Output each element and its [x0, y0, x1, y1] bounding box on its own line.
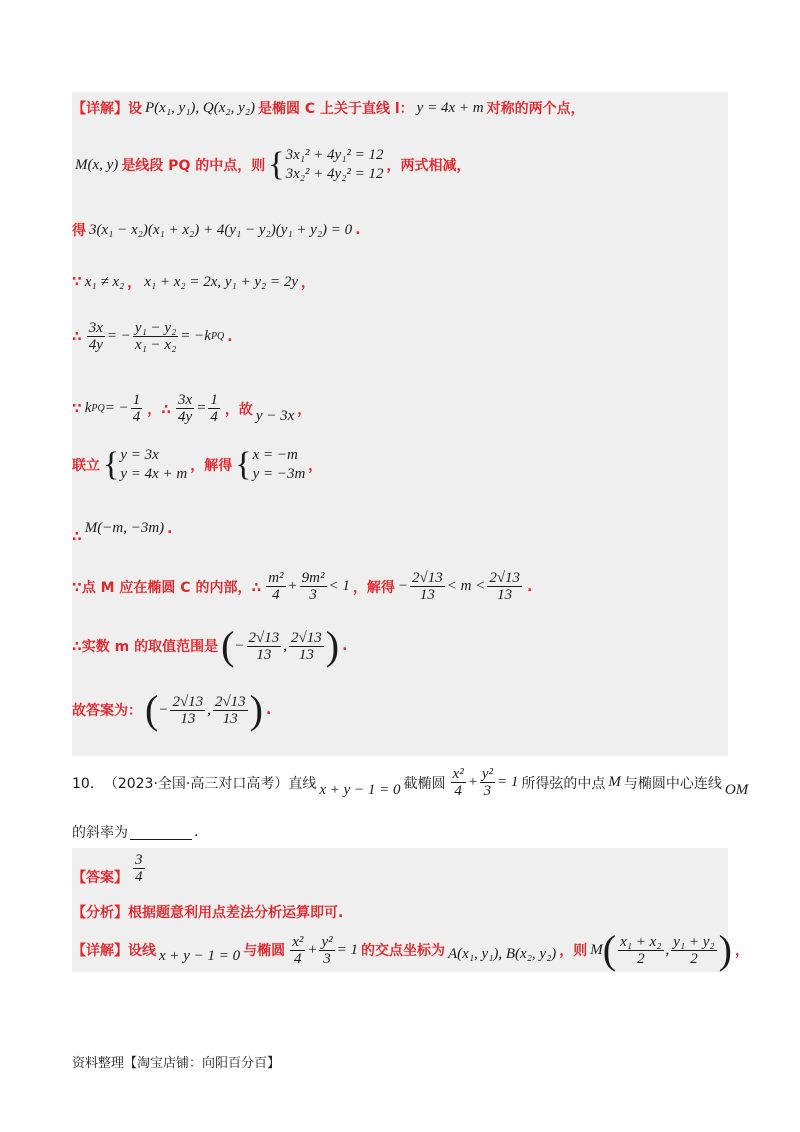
detail-label: 【详解】设: [72, 101, 142, 117]
detail-line-8: ∴ M(−m, −3m) .: [72, 520, 173, 545]
subtraction-equation: 3(x₁ − x₂)(x₁ + x₂) + 4(y₁ − y₂)(y₁ + y₂) = 0: [89, 221, 353, 238]
question-10-line-1: 10． （2023·全国·高三对口高考）直线 x + y − 1 = 0 截椭圆 $\frac{\text{x²}}{4}$ + $\frac{\text{y²}}{3}$ = 1 所得弦的中点 M 与椭圆中心连线 OM: [72, 766, 749, 799]
midpoint-m: M(x, y): [75, 156, 119, 173]
detail2-line: 【详解】设线 x + y − 1 = 0 与椭圆 $\frac{\text{x²}}{4}$ + $\frac{\text{y²}}{3}$ = 1 的交点坐标为 A(x₁, y₁), B(x₂, y₂) ，则 M ( $\frac{\text{x₁ + x₂}}{2}$ , $\frac{\text{y₁ + y₂}}{2}$ ) ，: [72, 927, 749, 972]
detail-line-10: ∴实数 m 的取值范围是 ( − $\frac{2√13}{13}$ , $\frac{2√13}{13}$ ) .: [72, 623, 348, 668]
solution-system: { x = −m y = −3m: [235, 446, 306, 483]
detail-line-4: ∵ x₁ ≠ x₂ ， x₁ + x₂ = 2x, y₁ + y₂ = 2y ，: [72, 273, 316, 291]
answer-value: $\frac{3}{4}$: [135, 852, 143, 885]
analysis-line: 【分析】根据题意利用点差法分析运算即可.: [72, 905, 344, 921]
answer-blank: [130, 825, 192, 840]
footer-text: 资料整理【淘宝店铺：向阳百分百】: [72, 1056, 281, 1071]
detail-line-6: ∵ k PQ = − $\frac{1}{4}$ ，∴ $\frac{3x}{4y}$ = $\frac{1}{4}$ ，故 y − 3x ，: [72, 392, 312, 425]
ellipse-system: { 3x₁² + 4y₁² = 12 3x₂² + 4y₂² = 12: [268, 146, 384, 183]
range-interval: ( − $\frac{2√13}{13}$ , $\frac{2√13}{13}$ ): [221, 623, 340, 668]
final-answer: ( − $\frac{2√13}{13}$ , $\frac{2√13}{13}$ ): [145, 687, 263, 732]
question-10-line-2: 的斜率为 .: [72, 824, 199, 841]
detail-line-1: 【详解】设 P(x₁, y₁), Q(x₂, y₂) 是椭圆 C 上关于直线 l： y = 4x + m 对称的两个点，: [72, 99, 585, 117]
answer-label: 【答案】: [72, 869, 128, 886]
detail-line-7: 联立 { y = 3x y = 4x + m ，解得 { x = −m y = −3m ，: [72, 446, 323, 483]
detail-line-2: M(x, y) 是线段 PQ 的中点，则 { 3x₁² + 4y₁² = 12 3x₂² + 4y₂² = 12 ，两式相减，: [72, 146, 471, 184]
detail-line-11: 故答案为： ( − $\frac{2√13}{13}$ , $\frac{2√13}{13}$ ) .: [72, 687, 272, 732]
detail-line-9: ∵点 M 应在椭圆 C 的内部，∴ $\frac{\text{m²}}{4}$ + $\frac{\text{9m²}}{3}$ < 1 ，解得 − $\frac{2√13}{13}$ < m < $\frac{2√13}{13}$ .: [72, 570, 533, 603]
question-number: 10．: [72, 775, 104, 792]
slope-relation: $\frac{3x}{4y}$ = − $\frac{\text{y₁ − y₂}}{\text{x₁ − x₂}}$ = −k PQ: [88, 320, 225, 353]
answer-line: [72, 852, 150, 885]
joint-system: { y = 3x y = 4x + m: [103, 446, 188, 483]
line-l-equation: y = 4x + m: [416, 99, 484, 116]
detail-line-5: ∴ $\frac{3x}{4y}$ = − $\frac{\text{y₁ − y₂}}{\text{x₁ − x₂}}$ = −k PQ .: [72, 320, 233, 353]
answer-block: [72, 848, 749, 972]
points-pq: P(x₁, y₁), Q(x₂, y₂): [145, 99, 255, 116]
detail-line-3: 得 3(x₁ − x₂)(x₁ + x₂) + 4(y₁ − y₂)(y₁ + y₂) = 0 .: [72, 221, 361, 239]
detail-block: [72, 92, 728, 756]
